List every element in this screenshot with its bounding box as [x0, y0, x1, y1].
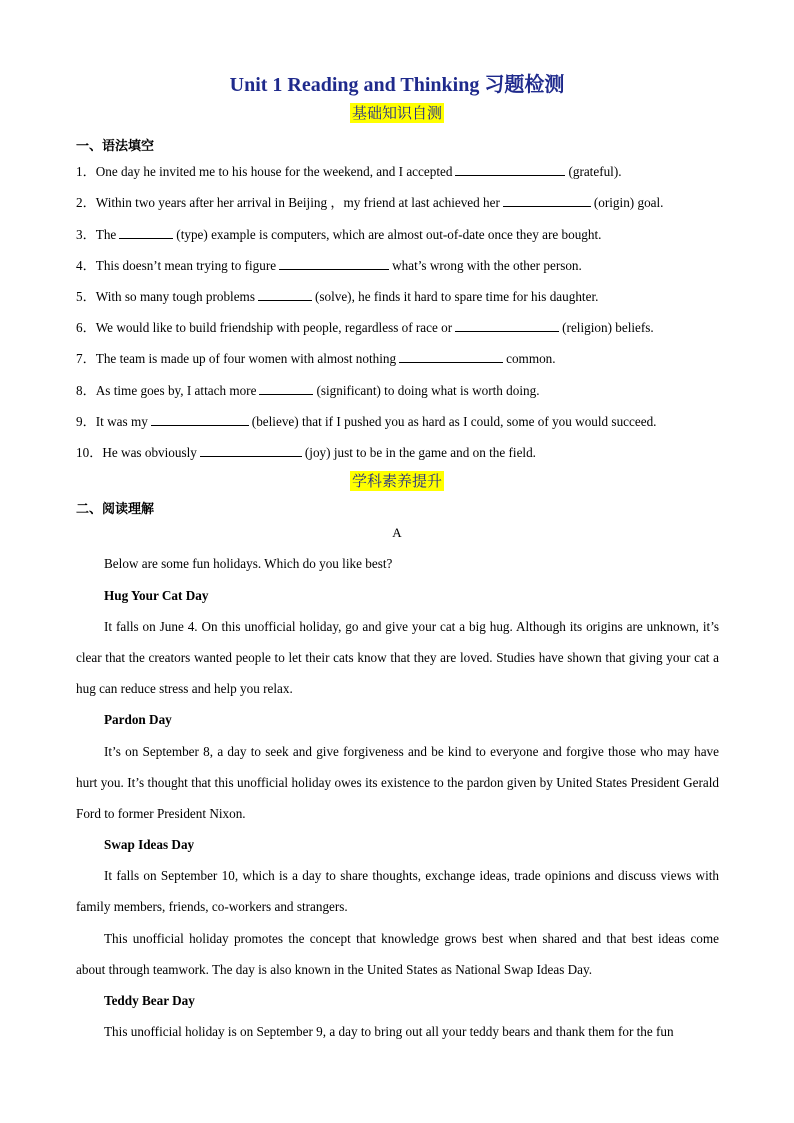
question-8: [76, 380, 736, 399]
answer-blank[interactable]: [455, 319, 559, 332]
question-number: 2．: [76, 195, 96, 210]
holiday-paragraph: This unofficial holiday is on September 9, a day to bring out all your teddy bears and thank them for the fun: [104, 1024, 674, 1039]
question-text-post: (believe) that if I pushed you as hard as I could, some of you would succeed.: [251, 414, 657, 429]
holiday-paragraph: It falls on June 4. On this unofficial holiday, go and give your cat a big hug. Although its origins are unknown, it’s clear that the creators wanted people to let their cats know that they are loved. Studies have shown that giving your cat a hug can reduce stress and help you relax.: [76, 619, 719, 696]
question-1: [76, 161, 736, 180]
question-number: 7．: [76, 351, 96, 366]
question-text-pre: One day he invited me to his house for the weekend, and I accepted: [95, 164, 453, 179]
holiday-title: Teddy Bear Day: [104, 993, 195, 1008]
question-4: [76, 255, 736, 274]
question-text-pre: As time goes by, I attach more: [95, 383, 257, 398]
question-text-pre: He was obviously: [102, 445, 197, 460]
question-number: 6．: [76, 320, 96, 335]
question-text-pre: Within two years after her arrival in Beijing ，my friend at last achieved her: [95, 195, 500, 210]
section1-heading: 一、语法填空: [76, 139, 155, 154]
question-text-post: common.: [506, 351, 556, 366]
question-text-pre: We would like to build friendship with people, regardless of race or: [95, 320, 453, 335]
section-banner-basic: [0, 103, 794, 123]
holiday-title: Hug Your Cat Day: [104, 588, 209, 603]
answer-blank[interactable]: [119, 226, 173, 239]
question-number: 1．: [76, 164, 96, 179]
answer-blank[interactable]: [399, 350, 503, 363]
holiday-paragraph: It falls on September 10, which is a day to share thoughts, exchange ideas, trade opinions and discuss views with family members, friends, co-workers and strangers.: [76, 868, 719, 914]
question-number: 3．: [76, 227, 96, 242]
holiday-paragraph: It’s on September 8, a day to seek and give forgiveness and be kind to everyone and forgive those who may have hurt you. It’s thought that this unofficial holiday owes its existence to the pardon given by United States President Gerald Ford to former President Nixon.: [76, 744, 719, 821]
question-number: 5．: [76, 289, 96, 304]
question-number: 9．: [76, 414, 96, 429]
question-text-pre: It was my: [95, 414, 148, 429]
question-text-pre: The: [95, 227, 117, 242]
question-text-post: (joy) just to be in the game and on the field.: [304, 445, 536, 460]
question-number: 10．: [76, 445, 103, 460]
question-3: [76, 224, 736, 243]
question-text-pre: With so many tough problems: [95, 289, 255, 304]
question-text-pre: The team is made up of four women with almost nothing: [95, 351, 397, 366]
section-banner-literacy: [0, 471, 794, 491]
passage-label: A: [392, 525, 402, 540]
answer-blank[interactable]: [151, 413, 249, 426]
question-6: [76, 317, 736, 336]
passage-intro: Below are some fun holidays. Which do you like best?: [104, 556, 393, 571]
answer-blank[interactable]: [259, 382, 313, 395]
question-text-post: (origin) goal.: [593, 195, 664, 210]
answer-blank[interactable]: [258, 288, 312, 301]
answer-blank[interactable]: [503, 194, 591, 207]
question-7: [76, 348, 736, 367]
question-2: [76, 192, 736, 211]
question-text-post: (grateful).: [568, 164, 622, 179]
highlight-basic-knowledge: 基础知识自测: [351, 104, 442, 122]
question-text-post: (type) example is computers, which are almost out-of-date once they are bought.: [176, 227, 602, 242]
answer-blank[interactable]: [200, 444, 302, 457]
question-9: [76, 411, 736, 430]
question-text-post: what’s wrong with the other person.: [392, 258, 582, 273]
highlight-subject-literacy: 学科素养提升: [351, 472, 442, 490]
question-number: 4．: [76, 258, 96, 273]
section2-heading: 二、阅读理解: [76, 502, 155, 517]
question-text-post: (religion) beliefs.: [562, 320, 654, 335]
holiday-title: Pardon Day: [104, 712, 172, 727]
question-text-post: (significant) to doing what is worth doing.: [316, 383, 540, 398]
question-number: 8．: [76, 383, 96, 398]
question-text-pre: This doesn’t mean trying to figure: [95, 258, 277, 273]
answer-blank[interactable]: [455, 163, 565, 176]
question-5: [76, 286, 736, 305]
question-10: [76, 442, 736, 461]
question-text-post: (solve), he finds it hard to spare time for his daughter.: [314, 289, 599, 304]
holiday-title: Swap Ideas Day: [104, 837, 195, 852]
answer-blank[interactable]: [279, 257, 389, 270]
page-title: Unit 1 Reading and Thinking 习题检测: [229, 74, 565, 96]
holiday-paragraph: This unofficial holiday promotes the concept that knowledge grows best when shared and that best ideas come about through teamwork. The day is also known in the United States as National Swap Ideas Day.: [76, 931, 719, 977]
